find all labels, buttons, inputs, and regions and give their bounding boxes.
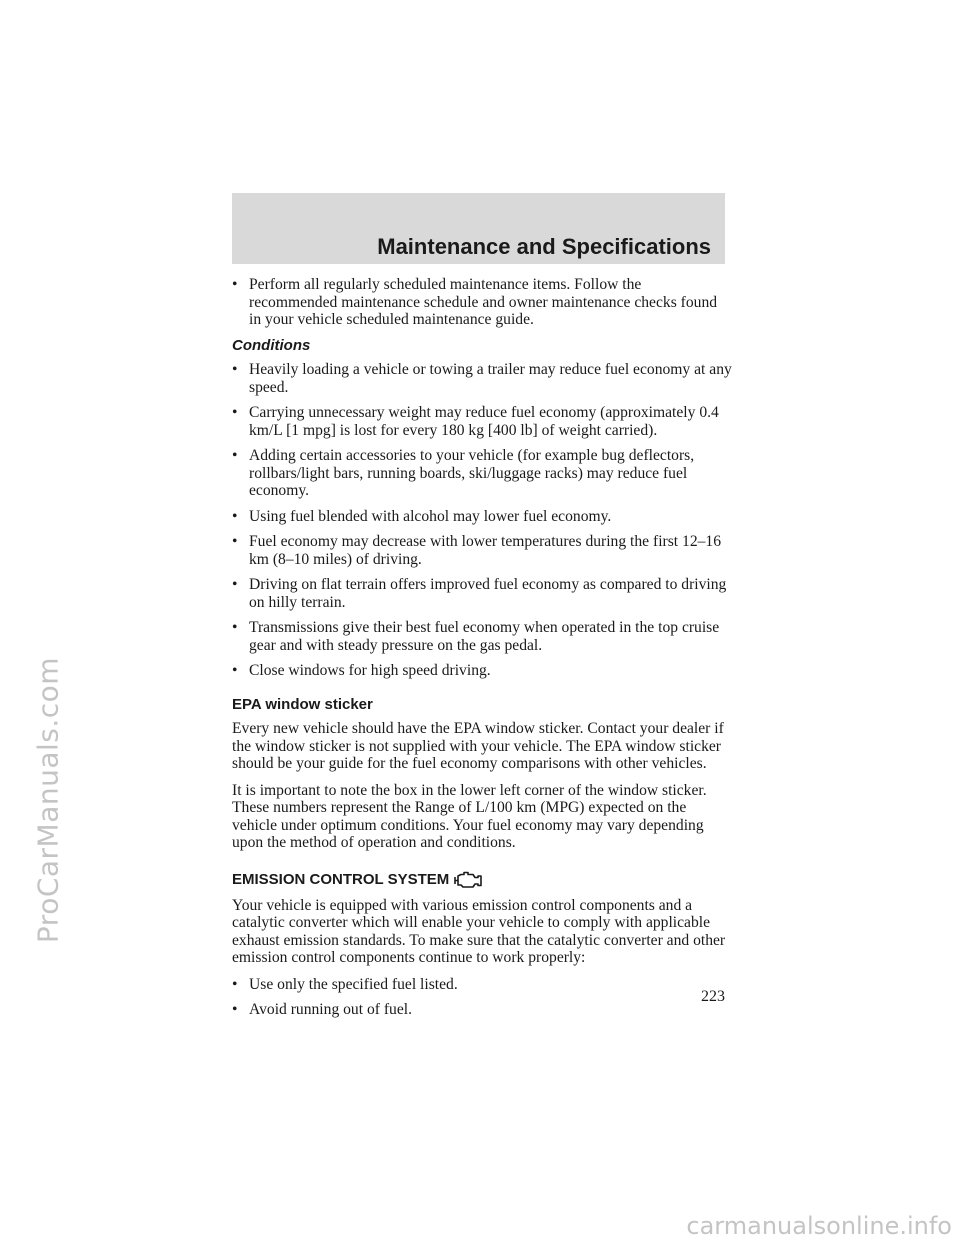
list-item (232, 447, 732, 500)
emission-heading: EMISSION CONTROL SYSTEM (232, 870, 450, 888)
bullet-icon: • (232, 507, 238, 525)
emission-heading-row (232, 870, 732, 890)
emission-bullet-list (232, 976, 732, 1019)
bullet-icon: • (232, 975, 238, 993)
list-item (232, 662, 732, 680)
bullet-icon: • (232, 276, 238, 293)
list-item-text: Adding certain accessories to your vehicle (for example bug deflectors, rollbars/light bars, running boards, ski/luggage racks) may reduce fuel economy. (249, 447, 695, 499)
conditions-bullet-list (232, 361, 732, 680)
footer-watermark: carmanualsonline.info (686, 1212, 952, 1240)
engine-icon (453, 870, 483, 890)
bullet-icon: • (232, 662, 238, 679)
bullet-icon: • (232, 533, 238, 550)
list-item-text: Carrying unnecessary weight may reduce fuel economy (approximately 0.4 km/L [1 mpg] is lost for every 180 kg [400 lb] of weight carried). (249, 404, 719, 439)
section-title: Maintenance and Specifications (377, 234, 711, 259)
bullet-icon: • (232, 447, 238, 464)
list-item (232, 276, 732, 329)
bullet-icon: • (232, 576, 238, 593)
intro-bullet-list (232, 276, 732, 329)
list-item (232, 533, 732, 568)
section-header-band (232, 193, 725, 264)
list-item (232, 976, 732, 994)
list-item-text: Transmissions give their best fuel economy when operated in the top cruise gear and with steady pressure on the gas pedal. (249, 619, 720, 654)
bullet-icon: • (232, 1001, 238, 1018)
bullet-icon: • (232, 404, 238, 421)
conditions-heading: Conditions (232, 336, 311, 354)
list-item (232, 576, 732, 611)
list-item (232, 508, 732, 526)
list-item (232, 1001, 732, 1019)
list-item (232, 619, 732, 654)
epa-paragraph: Every new vehicle should have the EPA window sticker. Contact your dealer if the window sticker is not supplied with your vehicle. The EPA window sticker should be your guide for the fuel economy comparisons with other vehicles. (232, 720, 724, 772)
list-item-text: Avoid running out of fuel. (249, 1001, 412, 1018)
page-content (232, 276, 732, 1027)
list-item (232, 404, 732, 439)
list-item-text: Use only the specified fuel listed. (249, 975, 458, 993)
epa-heading: EPA window sticker (232, 695, 373, 713)
bullet-icon: • (232, 361, 238, 378)
list-item-text: Driving on flat terrain offers improved fuel economy as compared to driving on hilly terrain. (249, 576, 727, 611)
list-item-text: Fuel economy may decrease with lower temperatures during the first 12–16 km (8–10 miles) of driving. (249, 533, 722, 568)
bullet-icon: • (232, 619, 238, 636)
side-watermark: ProCarManuals.com (31, 656, 65, 944)
page-number: 223 (701, 988, 725, 1005)
emission-paragraph: Your vehicle is equipped with various emission control components and a catalytic converter which will enable your vehicle to comply with applicable exhaust emission standards. To make sure that the catalytic converter and other emission control components continue to work properly: (232, 896, 726, 966)
epa-paragraph: It is important to note the box in the lower left corner of the window sticker. These numbers represent the Range of L/100 km (MPG) expected on the vehicle under optimum conditions. Your fuel economy may vary depending upon the method of operation and conditions. (232, 781, 707, 851)
list-item-text: Perform all regularly scheduled maintenance items. Follow the recommended maintenance schedule and owner maintenance checks found in your vehicle scheduled maintenance guide. (249, 276, 718, 328)
list-item (232, 361, 732, 396)
list-item-text: Close windows for high speed driving. (249, 662, 491, 679)
list-item-text: Using fuel blended with alcohol may lower fuel economy. (249, 507, 612, 525)
list-item-text: Heavily loading a vehicle or towing a trailer may reduce fuel economy at any speed. (249, 361, 732, 396)
